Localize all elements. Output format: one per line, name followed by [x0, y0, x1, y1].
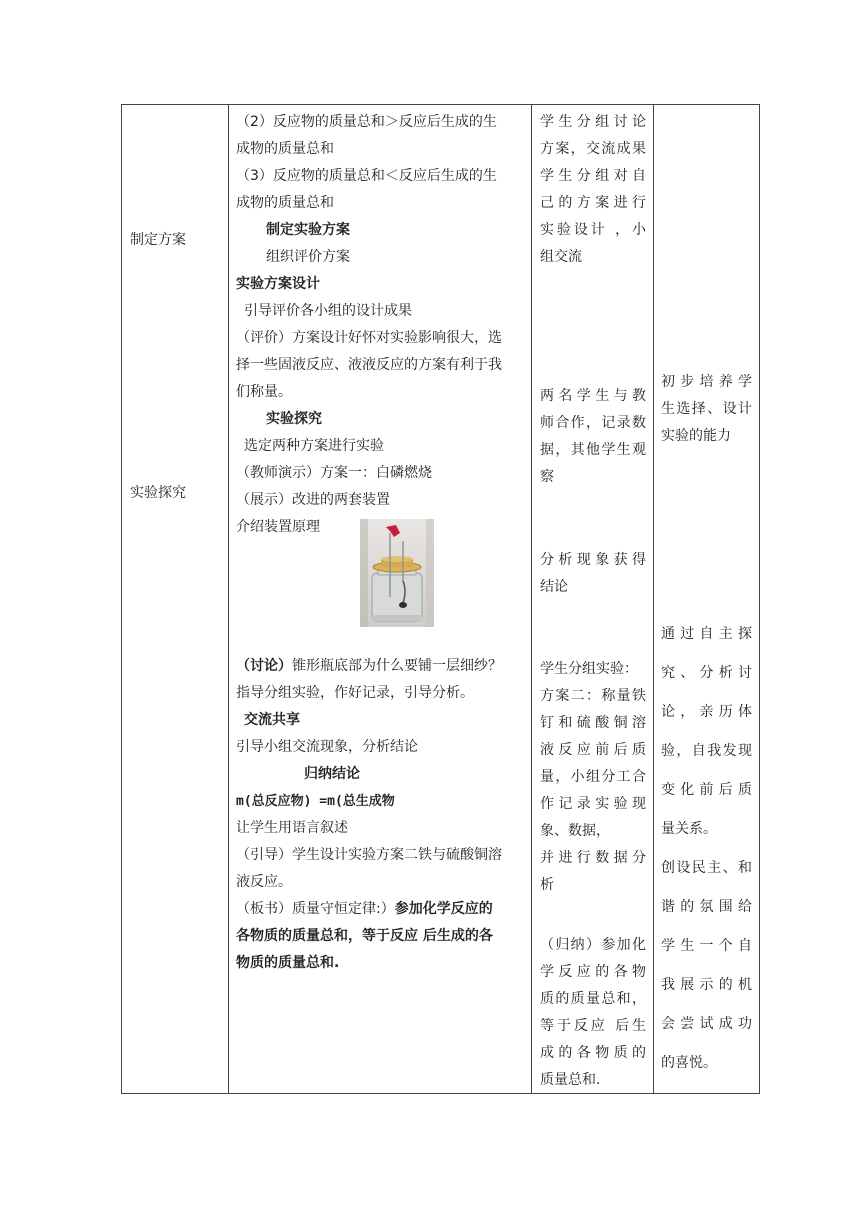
intent-block-2	[661, 621, 752, 1077]
student-line: 察	[540, 469, 554, 485]
student-line: 作记录实验现	[540, 796, 646, 812]
teacher-line: 们称量。	[236, 384, 292, 400]
board-tag: （板书）质量守恒定律:）	[236, 901, 395, 917]
intent-line: 论，亲历体	[661, 704, 752, 720]
student-line: 等于反应 后生	[540, 1018, 646, 1034]
student-block-5	[540, 932, 646, 1094]
student-block-1	[540, 109, 646, 271]
intent-line: 变化前后质	[661, 782, 752, 798]
teacher-line: （2）反应物的质量总和＞反应后生成的生	[236, 114, 497, 130]
teacher-line: 让学生用语言叙述	[236, 820, 348, 836]
apparatus-photo	[360, 519, 434, 627]
student-line: 成的各物质的	[540, 1045, 646, 1061]
discussion-tag: （讨论）	[236, 658, 292, 674]
teacher-heading: 交流共享	[244, 712, 300, 728]
student-line: 据，其他学生观	[540, 442, 646, 458]
table-right-border	[759, 104, 760, 1094]
intent-line: 会尝试成功	[661, 1016, 752, 1032]
student-line: 组交流	[540, 249, 582, 265]
student-line: 学生分组实验：	[540, 661, 638, 677]
student-block-2	[540, 383, 646, 491]
student-line: 师合作，记录数	[540, 415, 646, 431]
teacher-line: 成物的质量总和	[236, 195, 334, 211]
student-line: 析	[540, 877, 554, 893]
intent-line: 实验的能力	[661, 428, 731, 444]
teacher-line: 成物的质量总和	[236, 141, 334, 157]
teacher-activity-cell	[236, 109, 530, 977]
teacher-line: （评价）方案设计好怀对实验影响很大，选	[236, 330, 502, 346]
column-divider-1	[228, 104, 229, 1094]
teacher-line: （引导）学生设计实验方案二铁与硫酸铜溶	[236, 847, 502, 863]
student-line: 己的方案进行	[540, 195, 646, 211]
student-line: 分析现象获得	[540, 552, 646, 568]
intent-line: 究、分析讨	[661, 665, 752, 681]
student-line: 钉和硫酸铜溶	[540, 715, 646, 731]
student-line: 象、数据，	[540, 823, 610, 839]
intent-line: 生选择、设计	[661, 401, 752, 417]
intent-line: 量关系。	[661, 821, 717, 837]
table-bottom-border	[121, 1093, 760, 1094]
intent-line: 学生一个自	[661, 938, 752, 954]
intent-line: 通过自主探	[661, 626, 752, 642]
student-line: 方案，交流成果	[540, 141, 646, 157]
law-text: 物质的质量总和.	[236, 955, 340, 971]
teacher-line: 选定两种方案进行实验	[244, 438, 384, 454]
teacher-formula: m(总反应物) =m(总生成物	[236, 794, 395, 809]
law-text: 参加化学反应的	[394, 901, 493, 917]
teacher-line: 引导评价各小组的设计成果	[244, 303, 412, 319]
stage-plan-label: 制定方案	[130, 232, 186, 248]
student-line: 质的质量总和，	[540, 991, 646, 1007]
column-divider-3	[653, 104, 654, 1094]
stage-explore-label: 实验探究	[130, 485, 186, 501]
column-divider-2	[531, 104, 532, 1094]
teacher-line: 组织评价方案	[266, 249, 350, 265]
teacher-line: 指导分组实验，作好记录，引导分析。	[236, 685, 474, 701]
table-top-border	[121, 104, 760, 105]
intent-block-1	[661, 369, 752, 450]
table-left-border	[121, 104, 122, 1094]
student-line: 学生分组对自	[540, 168, 646, 184]
student-line: 学生分组讨论	[540, 114, 646, 130]
teacher-law-line	[236, 896, 530, 923]
student-line: 方案二：称量铁	[540, 688, 646, 704]
student-block-4	[540, 656, 646, 899]
teacher-line: （展示）改进的两套装置	[236, 492, 390, 508]
student-line: 学反应的各物	[540, 964, 646, 980]
teacher-heading: 归纳结论	[304, 766, 360, 782]
teacher-line: 引导小组交流现象，分析结论	[236, 739, 418, 755]
intent-line: 谐的氛围给	[661, 899, 752, 915]
student-line: 并进行数据分	[540, 850, 646, 866]
teacher-line: （教师演示）方案一：白磷燃烧	[236, 465, 432, 481]
teacher-line: 择一些固液反应、液液反应的方案有利于我	[236, 357, 502, 373]
student-line: 两名学生与教	[540, 388, 646, 404]
teacher-line: 液反应。	[236, 874, 292, 890]
student-line: 质量总和.	[540, 1072, 601, 1088]
intent-line: 创设民主、和	[661, 860, 752, 876]
student-block-3	[540, 547, 646, 601]
discussion-question: 锥形瓶底部为什么要铺一层细纱？	[292, 658, 502, 674]
intent-line: 初步培养学	[661, 374, 752, 390]
teacher-heading: 实验探究	[266, 411, 322, 427]
student-line: 结论	[540, 579, 568, 595]
student-line: 量，小组分工合	[540, 769, 646, 785]
teacher-line: 介绍装置原理	[236, 519, 320, 535]
teacher-heading: 制定实验方案	[266, 222, 350, 238]
intent-line: 的喜悦。	[661, 1055, 717, 1071]
law-text: 各物质的质量总和，等于反应 后生成的各	[236, 928, 493, 944]
teacher-heading: 实验方案设计	[236, 276, 320, 292]
teacher-line: （3）反应物的质量总和＜反应后生成的生	[236, 168, 497, 184]
student-line: 液反应前后质	[540, 742, 646, 758]
teacher-discussion-line	[236, 653, 530, 680]
student-line: （归纳）参加化	[540, 937, 646, 953]
intent-line: 我展示的机	[661, 977, 752, 993]
student-line: 实验设计 ，小	[540, 222, 646, 238]
intent-line: 验，自我发现	[661, 743, 752, 759]
